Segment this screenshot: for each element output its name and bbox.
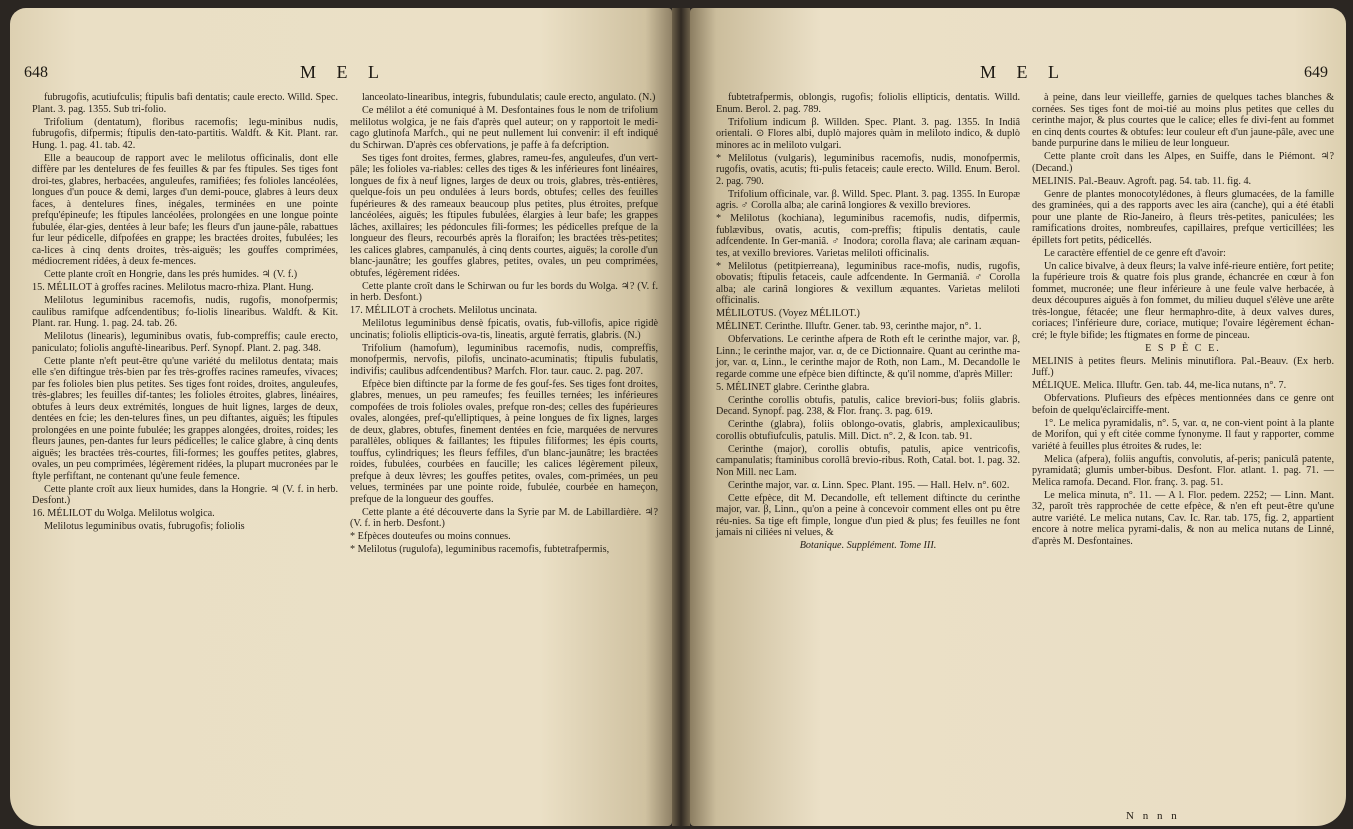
volume-footer: Botanique. Supplément. Tome III. [799,540,937,551]
paragraph: Trifolium indicum β. Willden. Spec. Plant. 3. pag. 1355. In Indiâ orientali. ⊙ Flores albi, duplò majores quàm in meliloto indico, & duplò minores ac in meliloto vulgari. [716,116,1020,151]
paragraph: Ce mélilot a été comuniqué à M. Desfontaines fous le nom de trifolium melilotus wolgica, je ne fais d'après quel auteur; on y rapportoit le medi-cago glutinofa Marfch., qui ne peut nullement lui convenir: il eft indiqué du Schirwan. D'après ces obfervations, je paffe à fa defcription. [350,105,658,151]
paragraph: E S P È C E. [1145,342,1221,354]
paragraph: * Efpèces douteufes ou moins connues. [350,531,511,542]
left-column-1 [32,92,338,534]
paragraph: Melica (afpera), foliis anguftis, convolutis, af-peris; paniculâ patente, pyramidatâ; glumis umber-bibus. Desfont. Flor. atlant. 1. pag. 71. — Melica ramofa. Decand. Flor. franç. 3. pag. 51. [1032,453,1334,488]
paragraph: Cette plante n'eft peut-être qu'une variété du melilotus dentata; mais elle s'en diftingue très-bien par fes très-groffes racines rameufes, vivaces; par fes folioles bien plus petites. Ses tiges font roides, droites, anguleufes, très-glabres; les feuilles dif-tantes; les folioles étroites, glabres, linéaires, obtufes à leurs deux extrémités, longues de huit lignes, larges de deux, dentées en fcie; les den-telures fines, un peu diftantes, aiguës; les ftipules prolongées en une pointe fubulée; les grappes alongées, droites, roides; les fleurs jaunes, pen-dantes fur leurs pédicelles; le calice glabre, à cinq dents aiguës; les bractées très-courtes, fili-formes; les gouffes petites, glabres, ovales, un peu comprimées, légèrement ridées, la plupart mucronées par le ftyle perfiftant, ne contenant qu'une feule femence. [32,355,338,482]
paragraph: MELINIS à petites fleurs. Melinis minutiflora. Pal.-Beauv. (Ex herb. Juff.) [1032,355,1334,378]
paragraph: Trifolium (dentatum), floribus racemofis; legu-minibus nudis, fubrugofis, difpermis; ftipulis den-tato-partitis. Waldft. & Kit. Plant. rar. Hung. 1. pag. 41. tab. 42. [32,116,338,151]
paragraph: * Melilotus (vulgaris), leguminibus racemofis, nudis, monofpermis, rugofis, ovatis, acutis; fti-pulis fetaceis; caule erecto. Willd. Enum. Berol. 2. pag. 790. [716,152,1020,187]
paragraph: MÉLILOTUS. (Voyez MÉLILOT.) [716,308,860,319]
paragraph: 5. MÉLINET glabre. Cerinthe glabra. [716,381,870,393]
paragraph: Cerinthe (glabra), foliis oblongo-ovatis, glabris, amplexicaulibus; corollis obtufiufculis, patulis. Mill. Dict. n°. 2, & Icon. tab. 91. [716,419,1020,442]
paragraph: Cerinthe corollis obtufis, patulis, calice breviori-bus; foliis glabris. Decand. Synopf. pag. 238, & Flor. franç. 3. pag. 619. [716,394,1020,417]
book-gutter [672,8,690,826]
paragraph: Genre de plantes monocotylédones, à fleurs glumacées, de la famille des graminées, qui a des rapports avec les aira (canche), qui a été établi pour une plante de Rio-Janeiro, à fleurs très-petites, paniculées; les ramifications droites, nombreufes, capillaires, prefque verticillées; les épillets fort petits, pédicellés. [1032,188,1334,246]
running-head-left: M E L [300,62,387,82]
left-page [10,8,672,826]
right-page [690,8,1346,826]
paragraph: Cette plante croît aux lieux humides, dans la Hongrie. ♃ (V. f. in herb. Desfont.) [32,483,338,506]
paragraph: 16. MÉLILOT du Wolga. Melilotus wolgica. [32,508,215,519]
paragraph: 17. MÉLILOT à crochets. Melilotus uncinata. [350,305,538,316]
paragraph: Obfervations. Plufieurs des efpèces mentionnées dans ce genre ont befoin de quelqu'éclairciffe-ment. [1032,393,1334,416]
paragraph: MÉLINET. Cerinthe. Illuftr. Gener. tab. 93, cerinthe major, n°. 1. [716,321,982,332]
paragraph: Cerinthe major, var. α. Linn. Spec. Plant. 195. — Hall. Helv. n°. 602. [728,479,1010,491]
paragraph: Un calice bivalve, à deux fleurs; la valve infé-rieure entière, fort petite; la fupérieure trois & quatre fois plus grande, échancrée en cœur à fon fommet, mucronée; une fleur inférieure à une feule valve herbacée, à deux découpures aiguës à fon fommet, du milieu duquel s'élève une arête très-longue, fétacée; une fleur hermaphro-dite, à deux valves dures, coriaces; l'inférieure dure, coriace, mutique; l'ovaire légèrement échan-cré; le ftyle bifide; les ftigmates en forme de pinceau. [1032,260,1334,341]
paragraph: fubtetrafpermis, oblongis, rugofis; foliolis ellipticis, dentatis. Willd. Enum. Berol. 2. pag. 789. [716,92,1020,115]
paragraph: * Melilotus (kochiana), leguminibus racemofis, nudis, difpermis, fublævibus, ovatis, acutis, com-preffis; ftipulis dentatis, caule adfcendente. In Ger-maniâ. ♂ Inodora; corolla flava; ale carinam æquan-tes, at vexillo breviores. Varietas meliloti officinalis. [716,213,1020,259]
paragraph: Melilotus leguminibus ovatis, fubrugofis; foliolis [44,521,245,532]
right-column-1 [716,92,1020,553]
running-head-right: M E L [980,62,1067,82]
paragraph: * Melilotus (petitpierreana), leguminibus race-mofis, nudis, rugofis, obovatis; ftipulis fetaceis, caule adfcendente. In Germaniâ. ♂ Corolla alba; ale carinâ longiores & vexillum æquantes. Varietas meliloti officinalis. [716,260,1020,306]
paragraph: * Melilotus (rugulofa), leguminibus racemofis, fubtetrafpermis, [350,544,610,555]
paragraph: Cette efpèce, dit M. Decandolle, eft tellement diftincte du cerinthe major, var. β, Linn., qu'on a peine à concevoir comment elles ont pu être réu-nies. Sa tige eft fimple, longue d'un pied & plus; fes feuilles ne font jamais ni ciliées ni velues, & [716,492,1020,538]
paragraph: Melilotus leguminibus racemofis, nudis, rugofis, monofpermis; caulibus ramifque adfcendentibus; fo-liolis linearibus. Waldft. & Kit. Plant. rar. Hung. 1. pag. 24. tab. 26. [32,295,338,329]
book-spread [10,8,1346,826]
paragraph: à peine, dans leur vieilleffe, garnies de quelques taches blanches & cornées. Ses tiges font de moi-tié au moins plus petites que celles du cerinthe major, & plus courtes que le calice; elles fe divi-fent au fommet en cinq dents courtes & obtufes: leur couleur eft d'un jaune-pâle, avec une bande purpurine dans le milieu de leur longueur. [1032,92,1334,149]
paragraph: Ses tiges font droites, fermes, glabres, rameu-fes, anguleufes, d'un vert-pâle; les folioles va-riables: celles des tiges & les inférieures font linéaires, longues de fix à neuf lignes, larges de deux ou trois, glabres, très-entières, quelque-fois un peu ondulées à leurs bords, obtufes; celles des feuilles fupérieures & des rameaux beaucoup plus petites, plus étroites, prefque lancéolées, aiguës; les ftipules fubulées, élargies à leur bafe; les grappes lâches, axillaires; les pédoncules fili-formes; les pédicelles prefque de la longueur des fleurs, recourbés après la floraifon; les bractées très-petites; les calices glabres, campanulés, à cinq dents courtes, aiguës; la corolle d'un blanc-jaunâtre; les gouffes glabres, petites, ovales, un peu comprimées, obtufes, légèrement ridées. [350,152,658,279]
paragraph: MÉLIQUE. Melica. Illuftr. Gen. tab. 44, me-lica nutans, n°. 7. [1032,380,1287,391]
left-column-2 [350,92,658,557]
paragraph: Cette plante croît dans les Alpes, en Suiffe, dans le Piémont. ♃? (Decand.) [1032,151,1334,174]
paragraph: Trifolium (hamofum), leguminibus racemofis, nudis, compreffis, monofpermis, nervofis, pilofis, uncinato-acuminatis; ftipulis fubulatis, indivifis; caulibus adfcendentibus? Marfch. Flor. taur. cauc. 2. pag. 207. [350,342,658,377]
paragraph: 1°. Le melica pyramidalis, n°. 5, var. α, ne con-vient point à la plante de Morifon, qui y eft citée comme fynonyme. Il faut y rapporter, comme variété à feuilles plus étroites & rudes, le: [1032,417,1334,452]
paragraph: Cette plante a été découverte dans la Syrie par M. de Labillardière. ♃? (V. f. in herb. Desfont.) [350,506,658,529]
paragraph: Efpèce bien diftincte par la forme de fes gouf-fes. Ses tiges font droites, glabres, menues, un peu rameufes; fes feuilles ternées; les inférieures compofées de trois folioles ovales, prefque ron-des; celles des fupérieures ovales, alongées, pref-qu'elliptiques, à peine longues de fix lignes, larges de deux, glabres, obtufes, finement dentées en fcie, marquées de nervures parallèles, obliques & faillantes; les ftipules filiformes; les épis courts, touffus, cylindriques; les fleurs feffiles, d'un blanc-jaunâtre; les bractées roides, fubulées, courbées en faucille; les calices légèrement pileux, prefque à deux lèvres; les gouffes petites, ovales, com-primées, un peu velues, terminées par une pointe roide, fubulée, courbée en hameçon, prefque de la longueur des gouffes. [350,378,658,505]
paragraph: Melilotus leguminibus densè fpicatis, ovatis, fub-villofis, apice rigidè uncinatis; foliolis ellipticis-ova-tis, lineatis, argutè ferratis, glabris. (N.) [350,318,658,341]
paragraph: Le caractère effentiel de ce genre eft d'avoir: [1044,247,1226,259]
right-column-2 [1032,92,1334,549]
paragraph: MELINIS. Pal.-Beauv. Agroft. pag. 54. tab. 11. fig. 4. [1032,175,1252,187]
paragraph: 15. MÉLILOT à groffes racines. Melilotus macro-rhiza. Plant. Hung. [32,282,314,293]
paragraph: Cerinthe (major), corollis obtufis, patulis, apice ventricofis, campanulatis; ftaminibus corollâ brevio-ribus. Roth, Catal. bot. 1. pag. 32. Non Mill. nec Lam. [716,443,1020,478]
paragraph: fubrugofis, acutiufculis; ftipulis bafi dentatis; caule erecto. Willd. Spec. Plant. 3. pag. 1355. Sub tri-folio. [32,92,338,115]
paragraph: Melilotus (linearis), leguminibus ovatis, fub-compreffis; caule erecto, paniculato; foliolis anguftè-linearibus. Perf. Synopf. Plant. 2. pag. 348. [32,331,338,354]
paragraph: Cette plante croît dans le Schirwan ou fur les bords du Wolga. ♃? (V. f. in herb. Desfont.) [350,280,658,303]
page-number-right: 649 [1304,64,1328,81]
paragraph: Elle a beaucoup de rapport avec le melilotus officinalis, dont elle diffère par les dentelures de fes feuilles & par fes ftipules. Ses tiges font droi-tes, glabres, herbacées, anguleufes, ramifiées; fes folioles lancéolées, longues d'un pouce & demi, larges d'un demi-pouce, glabres à leurs deux faces, à dentelures fines, inégales, terminées en une pointe prefqu'épineufe; les ftipules lancéolées, prolongées en une longue pointe fubulée, élar-gies, dentées à leur bafe; les fleurs d'un jaune-pâle, rabattues fur leur pédicelle, difpofées en grappe; les bractées droites, fubulées; les ca-lices à cinq dents droites, très-aiguës; les gouffes comprimées, médiocrement ridées, à deux fe-mences. [32,152,338,267]
page-number-left: 648 [24,64,48,81]
paragraph: Trifolium officinale, var. β. Willd. Spec. Plant. 3. pag. 1355. In Europæ agris. ♂ Corolla alba; ale carinâ longiores & vexillo breviores. [716,188,1020,211]
paragraph: Le melica minuta, n°. 11. — A l. Flor. pedem. 2252; — Linn. Mant. 32, paroît très rapprochée de cette efpèce, & n'en eft peut-être qu'une autre variété. Le melica nutans, Cav. Ic. Rar. tab. 175, fig. 2, appartient encore à notre melica pyrami-dalis, & non au melica nutans de Linné, d'après M. Desfontaines. [1032,489,1334,547]
paragraph: Obfervations. Le cerinthe afpera de Roth eft le cerinthe major, var. β, Linn.; le cerinthe major, var. α, de ce Dictionnaire. Quant au cerinthe ma-jor, var. α, Linn., le cerinthe major de Roth, non Lam., M. Decandolle le regarde comme une efpèce bien diftincte, & qu'il nomme, d'après Miller: [716,334,1020,380]
signature-mark: N n n n [1126,810,1180,822]
paragraph: lanceolato-linearibus, integris, fubundulatis; caule erecto, angulato. (N.) [362,92,656,103]
paragraph: Cette plante croît en Hongrie, dans les prés humides. ♃ (V. f.) [44,269,298,280]
